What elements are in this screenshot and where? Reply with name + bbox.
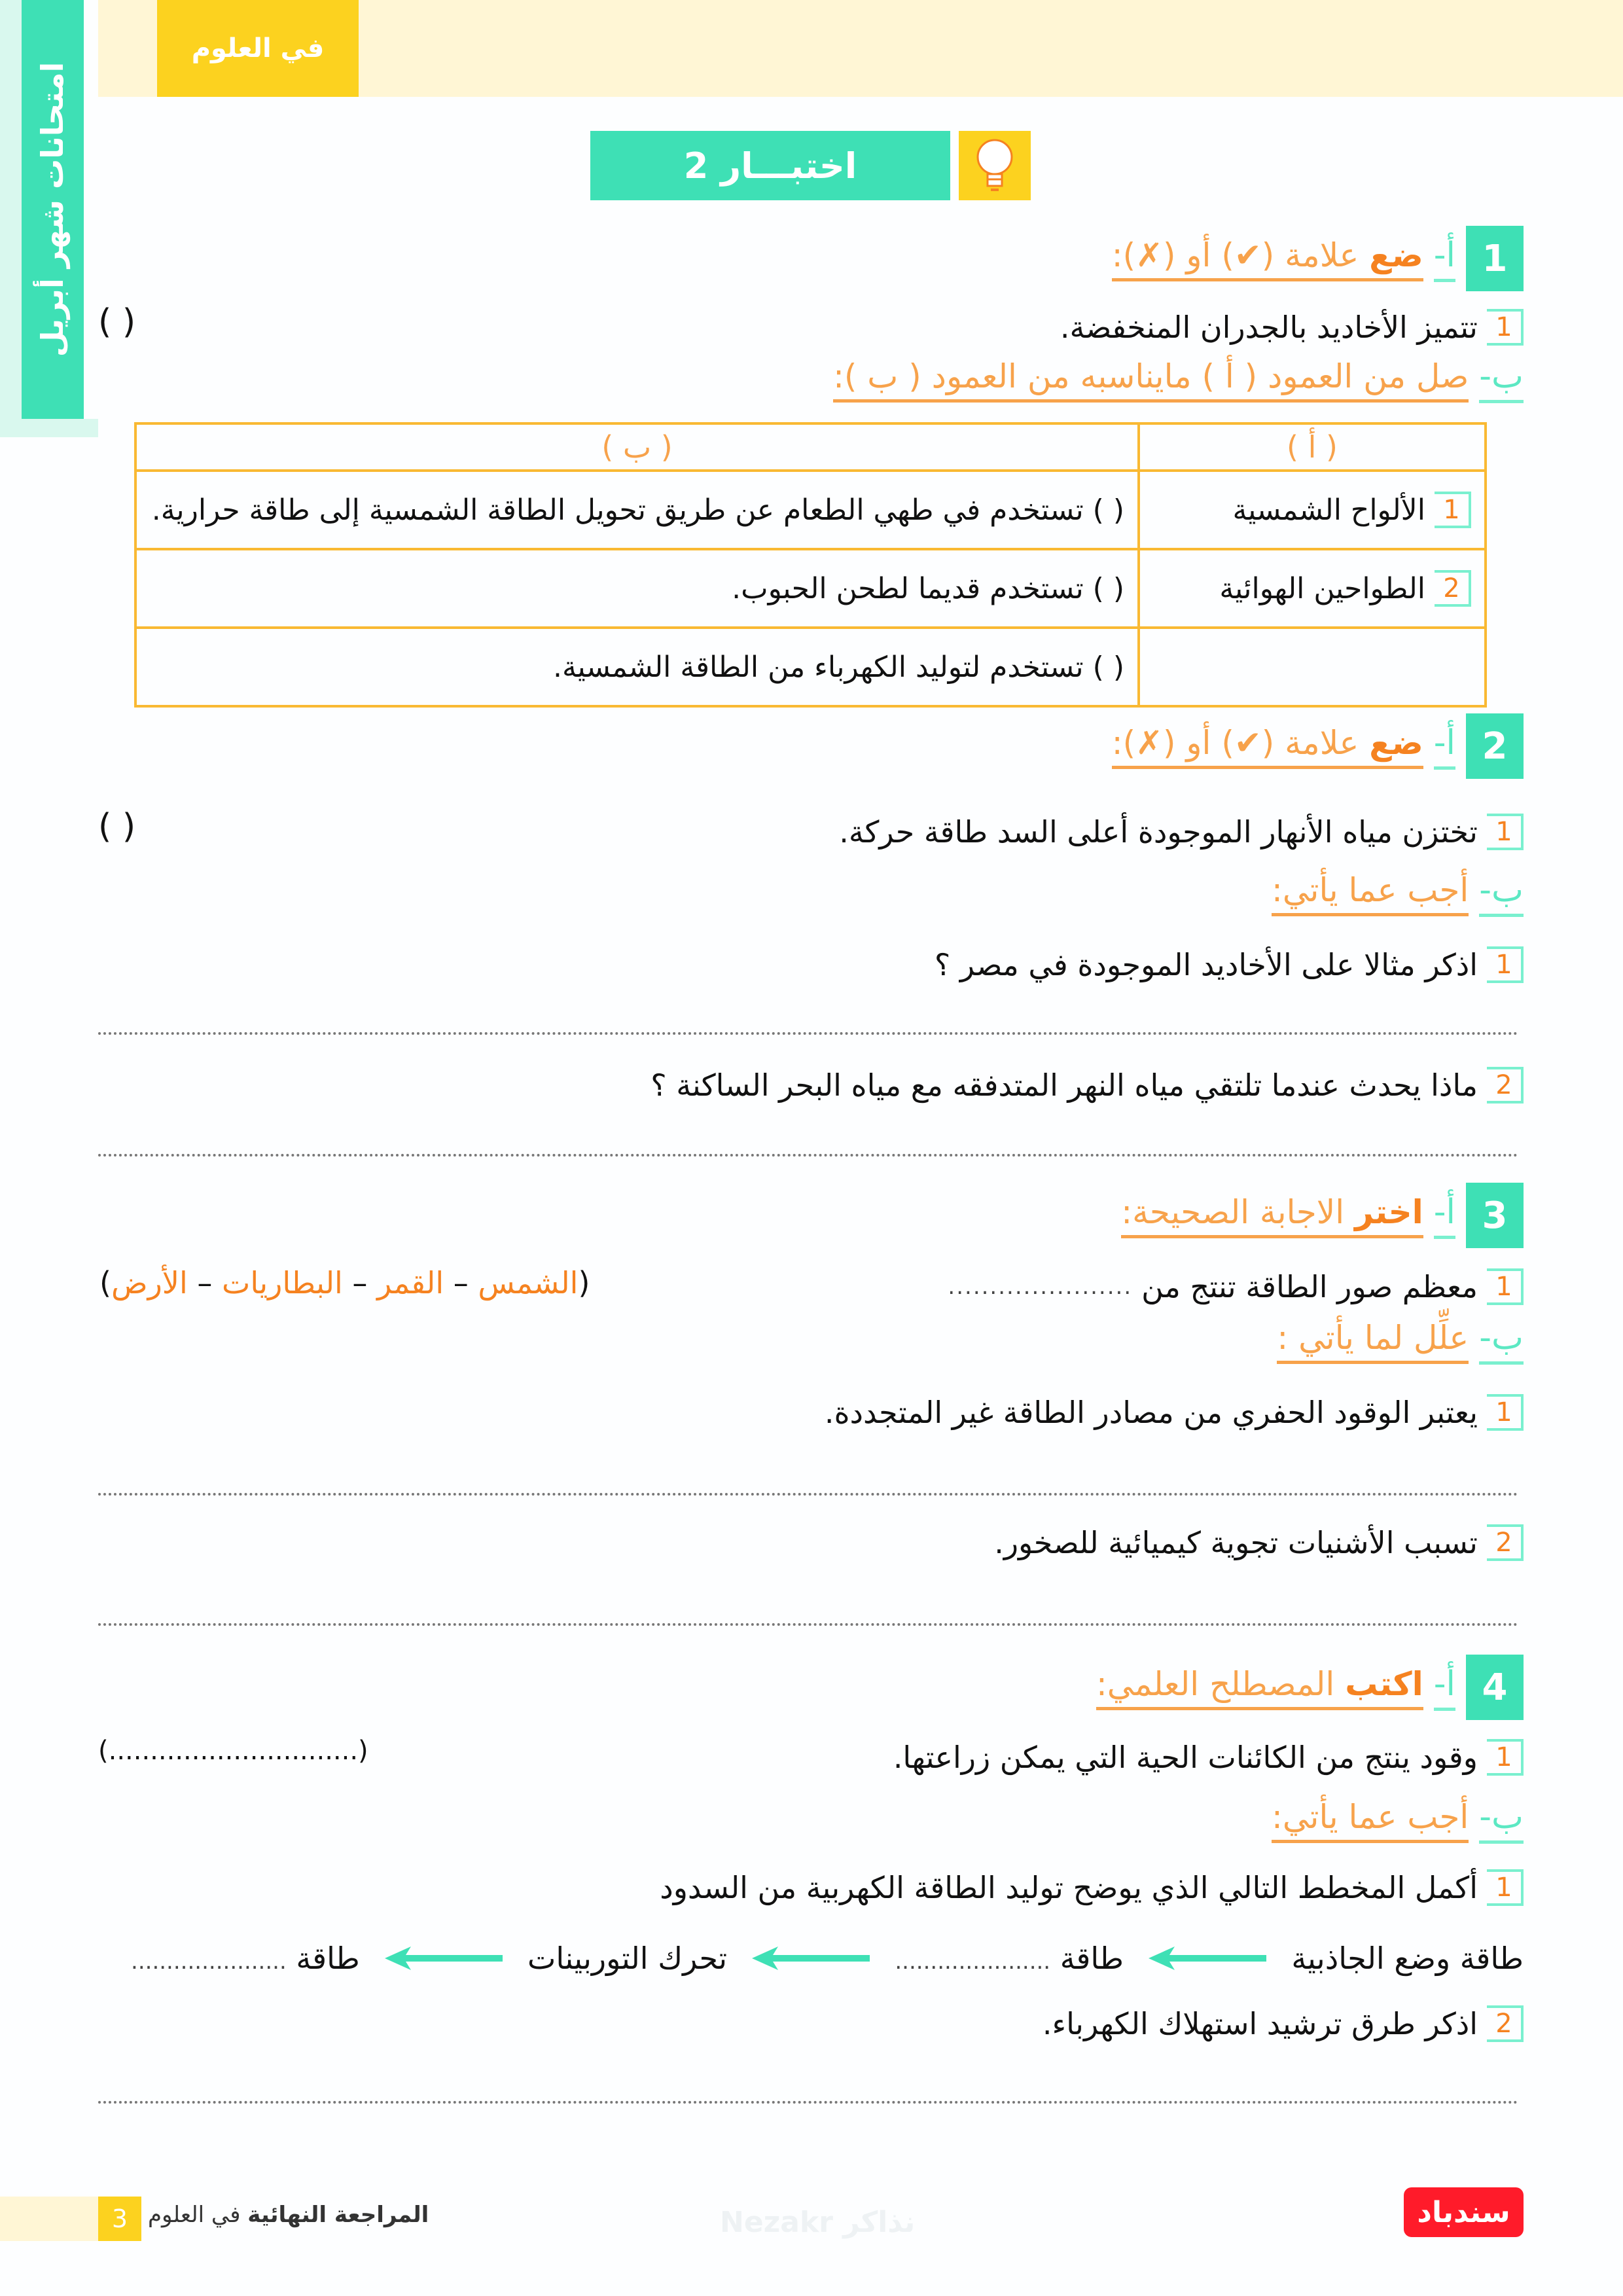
answer-blank[interactable]: ...................... xyxy=(895,1948,1051,1975)
cell-a: الطواحين الهوائية xyxy=(1219,571,1425,605)
section-4-b-header xyxy=(1272,1791,1524,1850)
part-letter: أ- xyxy=(1434,723,1455,770)
diagram-node: تحرك التوربينات xyxy=(527,1941,727,1976)
item-text: اذكر طرق ترشيد استهلاك الكهرباء. xyxy=(1042,2006,1478,2041)
publisher-logo: سندباد xyxy=(1404,2187,1524,2237)
diagram-node: طاقة ...................... xyxy=(895,1941,1124,1976)
option[interactable]: البطاريات xyxy=(222,1265,343,1300)
section-3-b-header xyxy=(1277,1312,1524,1371)
page-number: 3 xyxy=(98,2197,141,2241)
option[interactable]: الأرض xyxy=(111,1265,188,1300)
item-number: 2 xyxy=(1487,2005,1524,2042)
item-text: يعتبر الوقود الحفري من مصادر الطاقة غير المتجددة. xyxy=(824,1395,1478,1430)
answer-parens[interactable]: (..............................) xyxy=(98,1736,368,1766)
item-text: معظم صور الطاقة تنتج من xyxy=(1141,1269,1478,1304)
part-instruction: ضع علامة (✔) أو (✗): xyxy=(1112,236,1423,281)
arrow-left-icon xyxy=(385,1945,503,1971)
part-letter: ب- xyxy=(1479,1318,1524,1365)
option[interactable]: الشمس xyxy=(478,1265,579,1300)
item-text: اذكر مثالا على الأخاديد الموجودة في مصر ؟ xyxy=(934,947,1478,982)
part-instruction: صل من العمود ( أ ) مايناسبه من العمود ( ب ): xyxy=(833,357,1469,403)
part-instruction: أجب عما يأتي: xyxy=(1272,871,1469,916)
item-text: تختزن مياه الأنهار الموجودة أعلى السد طاقة حركة. xyxy=(839,814,1478,850)
question-item xyxy=(98,2001,1524,2047)
part-instruction: علِّل لما يأتي : xyxy=(1277,1319,1469,1364)
part-instruction: اختر الاجابة الصحيحة: xyxy=(1121,1193,1423,1238)
item-text: تتميز الأخاديد بالجدران المنخفضة. xyxy=(1060,310,1478,345)
part-letter: ب- xyxy=(1479,1797,1524,1844)
answer-parens[interactable]: ( ) xyxy=(98,807,136,846)
item-text: تسبب الأشنيات تجوية كيميائية للصخور. xyxy=(994,1525,1478,1560)
item-number: 1 xyxy=(1435,492,1471,528)
subject-label: في العلوم xyxy=(157,0,359,97)
part-instruction: اكتب المصطلح العلمي: xyxy=(1096,1665,1423,1710)
part-letter: أ- xyxy=(1434,1193,1455,1239)
column-a-header: ( أ ) xyxy=(1139,423,1486,471)
section-number: 4 xyxy=(1466,1655,1524,1720)
question-item xyxy=(98,1062,1524,1108)
item-number: 2 xyxy=(1487,1524,1524,1561)
section-number: 3 xyxy=(1466,1183,1524,1248)
column-b-header: ( ب ) xyxy=(135,423,1139,471)
item-number: 1 xyxy=(1487,946,1524,983)
matching-table xyxy=(134,422,1487,708)
item-number: 2 xyxy=(1435,570,1471,607)
answer-blank[interactable]: ...................... xyxy=(131,1948,287,1975)
item-text: أكمل المخطط التالي الذي يوضح توليد الطاقة الكهربية من السدود xyxy=(660,1870,1478,1905)
item-number: 1 xyxy=(1487,1394,1524,1431)
option[interactable]: القمر xyxy=(377,1265,444,1300)
item-text: وقود ينتج من الكائنات الحية التي يمكن زراعتها. xyxy=(893,1740,1478,1775)
section-number: 1 xyxy=(1466,226,1524,291)
lightbulb-icon xyxy=(959,131,1031,200)
item-number: 1 xyxy=(1487,1739,1524,1776)
test-title: اختبـــار 2 xyxy=(590,131,950,200)
footer-band xyxy=(0,2197,98,2241)
answer-parens[interactable]: ( ) xyxy=(98,302,136,342)
question-item xyxy=(98,1520,1524,1566)
cell-a: الألواح الشمسية xyxy=(1232,493,1425,527)
item-text: ماذا يحدث عندما تلتقي مياه النهر المتدفقه مع مياه البحر الساكنة ؟ xyxy=(651,1067,1478,1103)
question-item xyxy=(98,942,1524,988)
footer-title: المراجعة النهائية في العلوم xyxy=(148,2202,429,2228)
part-instruction: ضع علامة (✔) أو (✗): xyxy=(1112,724,1423,769)
item-number: 1 xyxy=(1487,309,1524,346)
question-item xyxy=(98,809,1524,855)
side-title-bar xyxy=(22,0,84,419)
answer-blank[interactable]: ...................... xyxy=(948,1274,1133,1300)
item-number: 1 xyxy=(1487,1869,1524,1906)
section-number: 2 xyxy=(1466,713,1524,779)
answer-options: (الشمس – القمر – البطاريات – الأرض) xyxy=(99,1265,590,1300)
question-item xyxy=(98,1865,1524,1910)
item-number: 1 xyxy=(1487,814,1524,850)
diagram-node: طاقة ...................... xyxy=(131,1941,360,1976)
section-2-header xyxy=(1112,713,1524,779)
answer-line[interactable] xyxy=(98,2101,1518,2104)
answer-line[interactable] xyxy=(98,1032,1518,1035)
answer-line[interactable] xyxy=(98,1623,1518,1626)
table-row xyxy=(135,628,1486,706)
cell-b[interactable]: ( ) تستخدم في طهي الطعام عن طريق تحويل الطاقة الشمسية إلى طاقة حرارية. xyxy=(135,471,1139,549)
part-instruction: أجب عما يأتي: xyxy=(1272,1798,1469,1843)
question-item xyxy=(98,1390,1524,1435)
side-title: امتحانات شهر أبريل xyxy=(35,62,71,357)
section-1-b-header xyxy=(833,350,1524,409)
part-letter: ب- xyxy=(1479,870,1524,917)
table-row xyxy=(135,471,1486,549)
section-3-header xyxy=(1121,1183,1524,1248)
item-number: 1 xyxy=(1487,1268,1524,1305)
cell-b[interactable]: ( ) تستخدم قديما لطحن الحبوب. xyxy=(135,549,1139,628)
part-letter: أ- xyxy=(1434,1664,1455,1711)
section-4-header xyxy=(1096,1655,1524,1720)
diagram-node: طاقة وضع الجاذبية xyxy=(1291,1941,1524,1976)
answer-line[interactable] xyxy=(98,1493,1518,1496)
question-item xyxy=(98,304,1524,350)
section-2-b-header xyxy=(1272,864,1524,923)
cell-b[interactable]: ( ) تستخدم لتوليد الكهرباء من الطاقة الشمسية. xyxy=(135,628,1139,706)
answer-line[interactable] xyxy=(98,1154,1518,1157)
side-gap xyxy=(84,0,98,419)
cell-a xyxy=(1139,628,1486,706)
arrow-left-icon xyxy=(752,1945,870,1971)
table-row xyxy=(135,549,1486,628)
item-number: 2 xyxy=(1487,1067,1524,1103)
section-1-header xyxy=(1112,226,1524,291)
arrow-left-icon xyxy=(1149,1945,1266,1971)
energy-flow-diagram xyxy=(131,1934,1524,1982)
part-letter: أ- xyxy=(1434,236,1455,282)
part-letter: ب- xyxy=(1479,357,1524,403)
watermark: Nezakr نذاكر xyxy=(720,2206,916,2239)
